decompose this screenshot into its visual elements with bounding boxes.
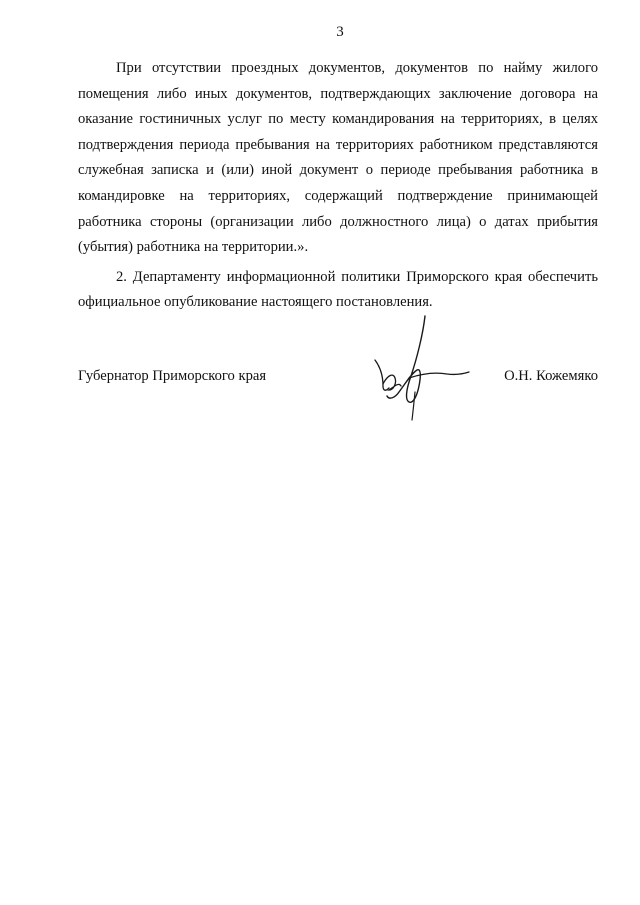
signer-title: Губернатор Приморского края bbox=[78, 368, 267, 384]
handwritten-signature bbox=[365, 312, 477, 424]
paragraph-publication-order: 2. Департаменту информационной политики Приморского края обеспечить официальное опубликование настоящего постановления. bbox=[78, 268, 598, 311]
signature-block bbox=[78, 368, 598, 398]
document-body bbox=[78, 56, 598, 316]
paragraph-travel-documents: При отсутствии проездных документов, документов по найму жилого помещения либо иных документов, подтверждающих заключение договора на оказание гостиничных услуг по месту командирования на территориях, в целях подтверждения периода пребывания на территориях работником представляются служебная записка и (или) иной документ о периоде пребывания работника в командировке на территориях, содержащий подтверждение принимающей работника стороны (организации либо должностного лица) о датах прибытия (убытия) работника на территории.». bbox=[78, 60, 598, 256]
signer-name: О.Н. Кожемяко bbox=[504, 368, 598, 384]
page-number: 3 bbox=[336, 24, 344, 40]
